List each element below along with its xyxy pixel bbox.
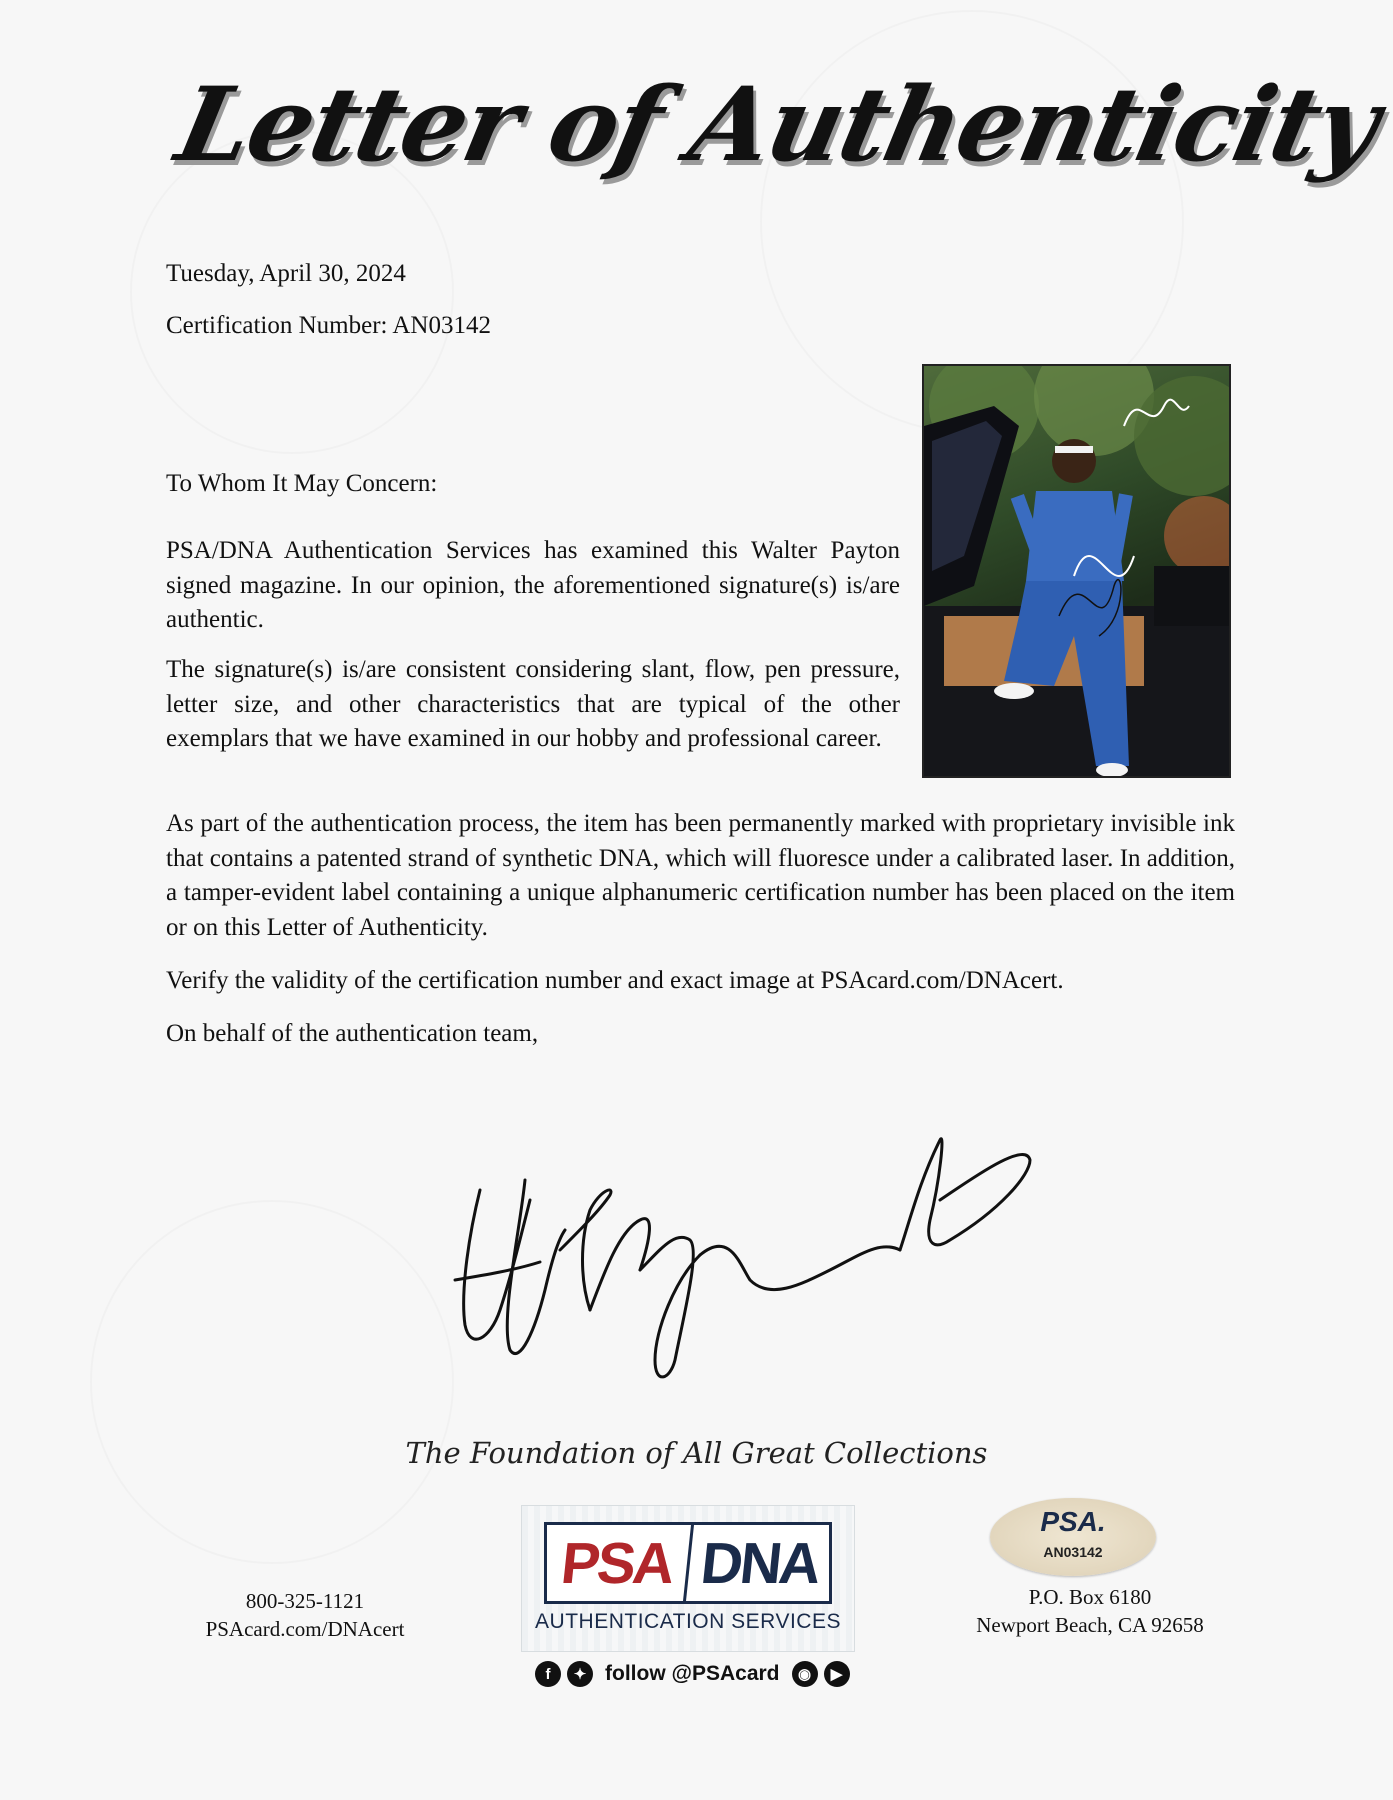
follow-handle[interactable]: follow @PSAcard [605,1662,780,1685]
logo-subtitle: AUTHENTICATION SERVICES [535,1610,841,1633]
letter-date: Tuesday, April 30, 2024 [166,260,406,287]
paragraph-consistency: The signature(s) is/are consistent considering slant, flow, pen pressure, letter size, and other characteristics that are typical of the other exemplars that we have examined in our hobby and professional career. [166,656,900,752]
instagram-icon[interactable]: ◉ [792,1661,818,1687]
item-photo-illustration [924,366,1231,778]
paragraph-verify: Verify the validity of the certification number and exact image at PSAcard.com/DNAcert. [166,967,1064,994]
twitter-icon[interactable]: ✦ [567,1661,593,1687]
youtube-icon[interactable]: ▶ [824,1661,850,1687]
po-box: P.O. Box 6180 [1028,1585,1152,1609]
closing-line: On behalf of the authentication team, [166,1020,539,1047]
city-address: Newport Beach, CA 92658 [976,1613,1204,1637]
tagline: The Foundation of All Great Collections [405,1436,988,1470]
item-photo [922,364,1231,778]
letter-title: Letter of Authenticity [167,65,1388,185]
sticker-logo: PSA. [1040,1506,1106,1537]
salutation: To Whom It May Concern: [166,470,438,497]
logo-wordmark [544,1522,832,1604]
psa-dna-logo [521,1505,855,1652]
contact-left [170,1587,440,1643]
facebook-icon[interactable]: f [535,1661,561,1687]
phone-number: 800-325-1121 [245,1589,365,1613]
sticker-number: AN03142 [1043,1544,1103,1560]
logo-psa-text: PSA [558,1530,676,1596]
watermark-seal [90,1200,454,1564]
logo-dna-text: DNA [683,1525,833,1601]
certification-sticker [990,1498,1156,1576]
paragraph-examined: PSA/DNA Authentication Services has examined this Walter Payton signed magazine. In our opinion, the aforementioned signature(s) is/are authentic. [166,537,900,633]
certification-number: Certification Number: AN03142 [166,312,491,339]
authenticator-signature [440,1080,1040,1390]
social-bar [535,1656,855,1692]
website-link[interactable]: PSAcard.com/DNAcert [205,1617,405,1641]
paragraph-dna-process: As part of the authentication process, the item has been permanently marked with proprietary invisible ink that contains a patented strand of synthetic DNA, which will fluoresce under a calibrated laser. In addition, a tamper-evident label containing a unique alphanumeric certification number has been placed on the item or on this Letter of Authenticity. [166,810,1235,941]
contact-right [930,1583,1250,1639]
